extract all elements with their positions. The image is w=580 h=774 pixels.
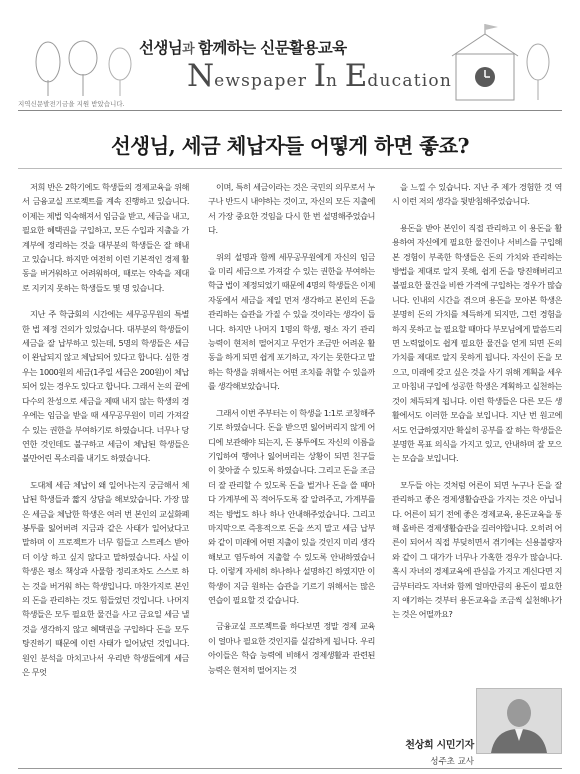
nie-word: ewspaper (214, 71, 314, 91)
school-illustration (448, 22, 558, 102)
divider (18, 768, 562, 769)
series-title-part: 함께하는 (198, 39, 256, 57)
person-icon (477, 689, 561, 753)
series-title-part: 선생님 (139, 39, 183, 57)
nie-letter: N (187, 58, 215, 94)
divider (18, 168, 562, 169)
article-column-2 (208, 180, 375, 765)
paragraph: 금융교실 프로젝트를 하다보면 정말 경제 교육이 얼마나 필요한 것인지를 실감하게 됩니다. 우리 아이들은 학습 능력에 비해서 경제생활과 관련된 능력은 현저히 떨어지는 것 (208, 621, 375, 675)
article-column-3 (392, 180, 562, 765)
series-title-part: 과 (182, 42, 199, 57)
paragraph: 을 느낄 수 있습니다. 지난 주 제가 경험한 것 역시 이런 저의 생각을 뒷받침해주었습니다. (392, 182, 562, 207)
paragraph: 도대체 세금 체납이 왜 일어나는지 궁금해서 체납된 학생들과 짧지 상담을 해보았습니다. 가장 많은 세금을 체납한 학생은 여러 번 본인의 교실화폐 봉투를 잃어버려 지금과 같은 사태가 일어났다고 말하며 이 프로젝트가 너무 힘들고 스트레스 받아 더 이상 하고 싶지 않다고 말하였습니다. 사실 이 학생은 평소 책상과 사물함 정리조차도 스스로 하는 것을 버거워 하는 학생입니다. 마찬가지로 본인의 돈을 관리하는 것도 힘들었던 것입니다. 나머지 학생들은 모두 필요한 물건을 사고 금요일 세금 낼 것을 생각하지 않고 혜택권을 구입하다 돈을 모두 탕진하기 때문에 이런 사태가 일어났던 것입니다. 원인 분석을 마치고나서 우리반 학생들에게 세금은 무엇 (22, 479, 189, 677)
nie-logo-text (187, 58, 452, 94)
article-headline: 선생님, 세금 체납자들 어떻게 하면 좋죠? (111, 134, 469, 158)
paragraph: 이며, 특히 세금이라는 것은 국민의 의무로서 누구나 반드시 내야하는 것이고, 자신의 모든 지출에서 가장 중요한 것임을 다시 한 번 설명해주었습니다. (208, 182, 375, 236)
series-title (139, 36, 347, 58)
divider (18, 110, 562, 111)
reporter-photo (476, 688, 562, 754)
page-header (0, 0, 580, 112)
reporter-name: 천상희 시민기자 (405, 740, 474, 751)
nie-word: ducation (367, 71, 452, 91)
article-column-1 (22, 180, 189, 765)
paragraph: 모두들 아는 것처럼 어른이 되면 누구나 돈을 잘 관리하고 좋은 경제생활습관을 가지는 것은 아닙니다. 어른이 되기 전에 좋은 경제교육, 용돈교육을 통해 올바른 경제생활습관을 길러야합니다. 오히려 어른이 되어서 직접 부딪히면서 겪기에는 신용불량자와 같이 그 대가가 너무나 가혹한 경우가 많습니다. 혹시 자녀의 경제교육에 관심을 가지고 계신다면 지금부터라도 자녀와 함께 얼마만큼의 용돈이 필요한지 얘기하는 것부터 용돈교육을 조금씩 실천해나가는 것은 어떨까요? (392, 479, 562, 620)
series-title-part: 신문활용교육 (255, 39, 347, 57)
reporter-affiliation: 성주초 교사 (430, 757, 474, 767)
paragraph: 용돈을 받아 본인이 직접 관리하고 이 용돈을 활용하여 자신에게 필요한 물건이나 서비스를 구입해본 경험이 부족한 학생들은 돈의 가치와 관리하는 방법을 제대로 알지 못해, 쉽게 돈을 탕진해버리고 불필요한 물건을 비싼 가격에 구입하는 경우가 많습니다. 인내의 시간을 겪으며 용돈을 모아본 학생은 분명히 돈의 가치를 체득하게 되지만, 그런 경험을 하지 못하고 늘 필요할 때마다 부모님에게 말씀드리면 노력없이도 쉽게 필요한 물건을 얻게 되면 돈의 가치를 제대로 알지 못하게 됩니다. 자신이 돈을 모으고, 미래에 갖고 싶은 것을 사기 위해 계획을 세우고 마침내 구입에 성공한 학생은 계획하고 실천하는 것이 체득되게 됩니다. 이런 학생들은 다른 모든 생활에서도 이러한 모습을 보입니다. 지난 번 원고에서도 언급하였지만 확실히 공부를 잘 하는 학생들은 분명한 목표 의식을 가지고 있고, 안내하며 잘 모으는 모습을 보입니다. (392, 222, 562, 464)
paragraph: 지난 주 학급회의 시간에는 세무공무원의 특별한 법 제정 건의가 있었습니다. 대부분의 학생들이 세금을 잘 납부하고 있는데, 5명의 학생들은 세금이 완납되지 않고 체납되어 있다고 합니다. 심한 경우는 1000원의 세금(1주일 세금은 200원)이 체납되어 있는 경우도 있다고 합니다. 그래서 논의 끝에 다수의 찬성으로 세금을 제때 내지 않는 학생의 경우에는 임금을 받을 때 세무공무원이 미리 가져갈 수 있는 권한을 부여하기로 하였습니다. 너무나 당연한 것인데도 불구하고 세금이 체납된 학생들은 불만어린 목소리를 내기도 하였습니다. (22, 309, 189, 464)
funding-note: 지역신문발전기금을 지원 받았습니다. (18, 100, 125, 108)
reporter-byline (392, 736, 474, 767)
article-body (22, 180, 562, 765)
tree-illustration (28, 40, 138, 98)
nie-letter: E (344, 58, 368, 94)
paragraph: 그래서 이번 주부터는 이 학생을 1:1로 코칭해주기로 하였습니다. 돈을 받으면 잃어버리지 않게 어디에 보관해야 되는지, 돈 봉투에도 자신의 이름을 기입하여 행여나 잃어버리는 상황이 되면 친구들이 찾아줄 수 있도록 하였습니다. 그리고 돈을 조금 더 잘 관리할 수 있도록 돈을 벌거나 돈을 쓸 때마다 가계부에 꼭 적어두도록 잘 알려주고, 가계부를 적는 방법도 하나 하나 안내해주었습니다. 그리고 마지막으로 즉흥적으로 돈을 쓰지 말고 세금 납부와 같이 미래에 어떤 지출이 있을 것인지 미리 생각해보고 염두하여 지출할 수 있도록 안내하였습니다. 이렇게 자세히 하나하나 설명하긴 하였지만 이 학생이 지금 원하는 습관을 기르기 위해서는 많은 연습이 필요할 것 같습니다. (208, 407, 375, 605)
paragraph: 저희 반은 2학기에도 학생들의 경제교육을 위해서 금융교실 프로젝트를 계속 진행하고 있습니다. 이제는 제법 익숙해져서 임금을 받고, 세금을 내고, 필요한 혜택권을 구입하고, 모든 수입과 지출을 가계부에 정리하는 것을 대부분의 학생들은 잘 해내고 있습니다. 하지만 여전히 이런 기본적인 경제 활동을 버거워하고 어려워하며, 때로는 약속을 제대로 지키지 못하는 학생들도 몇 명 있습니다. (22, 182, 189, 293)
nie-letter: I (313, 58, 327, 94)
paragraph: 위의 설명과 함께 세무공무원에게 자신의 임금을 미리 세금으로 가져갈 수 있는 권한을 부여하는 학급 법이 제정되었기 때문에 4명의 학생들은 이제 자동에서 세금을 제일 먼저 생각하고 본인의 돈을 관리하는 습관을 가질 수 있을 것이라는 생각이 듭니다. 하지만 나머지 1명의 학생, 평소 자기 관리 능력이 현저히 떨어지고 무언가 조금만 어려운 활동을 하게 되면 쉽게 포기하고, 자기는 못한다고 말하는 학생을 위해서는 어떤 조치를 취할 수 있을까를 생각해보았습니다. (208, 251, 375, 392)
nie-word: n (326, 71, 345, 91)
